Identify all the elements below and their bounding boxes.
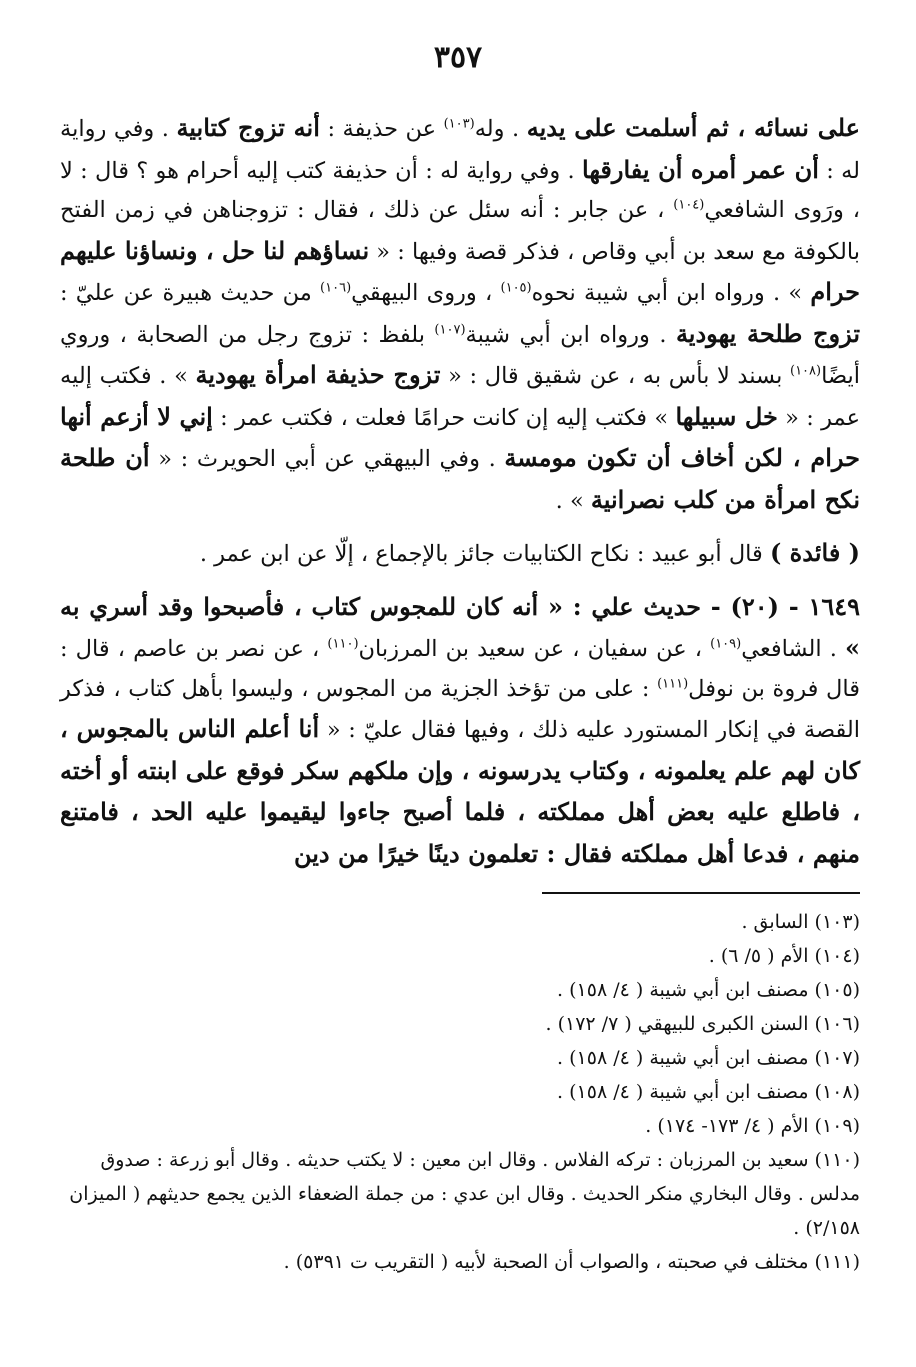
bold-phrase: إني لا أزعم أنها حرام ، لكن أخاف أن تكون مومسة [60, 401, 861, 472]
footnote-ref: (١٠٤) [673, 197, 705, 213]
bold-phrase: أن طلحة نكح امرأة من كلب نصرانية [60, 443, 860, 514]
page-number: ٣٥٧ [433, 40, 483, 75]
text-run: » . ورواه ابن أبي شيبة نحوه [531, 280, 811, 306]
main-text [60, 108, 860, 887]
text-run: . ورواه ابن أبي شيبة [465, 321, 676, 348]
footnote-ref: (١٠٧) [434, 322, 466, 337]
footnote-ref: (١٠٨) [790, 363, 822, 379]
bold-phrase: أنه تزوج كتابية [176, 113, 320, 142]
footnotes [58, 905, 860, 1279]
hadith-heading: ١٦٤٩ - (٢٠) - حديث علي : « أنه كان للمجوس كتاب ، فأصبحوا وقد أسري به » [60, 591, 861, 662]
benefit-label: ( فائدة ) [769, 538, 860, 567]
text-run: . وفي البيهقي عن أبي الحويرث : « [149, 446, 505, 472]
footnote-ref: (١٠٦) [320, 280, 352, 296]
text-run: . وله [474, 116, 527, 142]
footnote-110: (١١٠) سعيد بن المرزبان : تركه الفلاس . وقال ابن معين : لا يكتب حديثه . وقال أبو زرعة : صدوق مدلس . وقال البخاري منكر الحديث . وقال ابن عدي : من جملة الضعفاء الذين يجمع حديثهم ( الميزان ٢/١٥٨) . [69, 1149, 860, 1239]
text-run: : على من تؤخذ الجزية من المجوس ، وليسوا بأهل كتاب ، فذكر القصة في إنكار المستورد عليه ذلك ، وفيها فقال عليّ : « [60, 675, 860, 743]
footnote-111: (١١١) مختلف في صحبته ، والصواب أن الصحبة لأبيه ( التقريب ت ٥٣٩١) . [283, 1251, 860, 1273]
footnote-105: (١٠٥) مصنف ابن أبي شيبة ( ٤/ ١٥٨) . [557, 979, 860, 1001]
footnote-109: (١٠٩) الأم ( ٤/ ١٧٣- ١٧٤) . [645, 1115, 860, 1137]
footnote-ref: (١٠٥) [500, 280, 532, 296]
paragraph-hadith-1649 [60, 587, 860, 876]
footnote-ref: (١١١) [657, 676, 689, 691]
bold-phrase: أن عمر أمره أن يفارقها [582, 154, 819, 184]
footnote-107: (١٠٧) مصنف ابن أبي شيبة ( ٤/ ١٥٨) . [557, 1047, 860, 1069]
text-run: » . فكتب إليه عمر : « [60, 363, 860, 431]
bold-phrase: أنا أعلم الناس بالمجوس ، كان لهم علم يعلمونه ، وكتاب يدرسونه ، وإن ملكهم سكر فوقع على ابنته أو أخته ، فاطلع عليه بعض أهل مملكته ، فلما أصبح جاءوا ليقيموا عليه الحد ، فامتنع منهم ، فدعا أهل مملكته فقال : تعلمون دينًا خيرًا من دين [60, 714, 860, 868]
paragraph-benefit-note [60, 533, 860, 575]
text-run: بسند لا بأس به ، عن شقيق قال : « [440, 363, 790, 389]
footnote-108: (١٠٨) مصنف ابن أبي شيبة ( ٤/ ١٥٨) . [557, 1081, 860, 1103]
text-run: عن حذيفة : [319, 116, 444, 142]
bold-phrase: على نسائه ، ثم أسلمت على يديه [526, 113, 860, 142]
text-run: . الشافعي [741, 636, 845, 662]
text-run: » فكتب إليه إن كانت حرامًا فعلت ، فكتب عمر : [212, 404, 676, 431]
paragraph-marriage-to-scriptuaries [60, 108, 860, 521]
text-run: من حديث هبيرة عن عليّ : [60, 280, 321, 306]
bold-phrase: نساؤهم لنا حل ، ونساؤنا عليهم حرام [60, 235, 860, 306]
text-run: . وفي رواية له : [60, 116, 860, 184]
footnote-ref: (١٠٩) [710, 636, 742, 652]
bold-phrase: تزوج حذيفة امرأة يهودية [195, 360, 441, 389]
footnote-ref: (١٠٣) [443, 116, 475, 132]
bold-phrase: خل سبيلها [675, 401, 778, 431]
footnote-ref: (١١٠) [327, 636, 359, 652]
footnote-104: (١٠٤) الأم ( ٥/ ٦) . [708, 945, 860, 967]
text-run: » . [555, 487, 591, 514]
footnote-106: (١٠٦) السنن الكبرى للبيهقي ( ٧/ ١٧٢) . [545, 1013, 860, 1035]
text-run: ، عن سفيان ، عن سعيد بن المرزبان [358, 636, 711, 662]
text-run: قال أبو عبيد : نكاح الكتابيات جائز بالإجماع ، إلّا عن ابن عمر . [199, 541, 770, 567]
text-run: . وفي رواية له : أن حذيفة كتب إليه أحرام هو ؟ قال : لا ، ورَوى الشافعي [60, 157, 860, 223]
text-run: ، عن نصر بن عاصم ، قال : قال فروة بن نوفل [60, 636, 860, 702]
text-run: بلفظ : تزوج رجل من الصحابة ، وروي أيضًا [60, 321, 860, 389]
text-run: ، وروى البيهقي [351, 280, 501, 306]
footnote-103: (١٠٣) السابق . [741, 911, 860, 933]
bold-phrase: تزوج طلحة يهودية [675, 318, 861, 348]
footnote-separator [542, 892, 860, 894]
text-run: ، عن جابر : أنه سئل عن ذلك ، فقال : تزوجناهن في زمن الفتح بالكوفة مع سعد بن أبي وقاص ، فذكر قصة وفيها : « [60, 197, 860, 265]
